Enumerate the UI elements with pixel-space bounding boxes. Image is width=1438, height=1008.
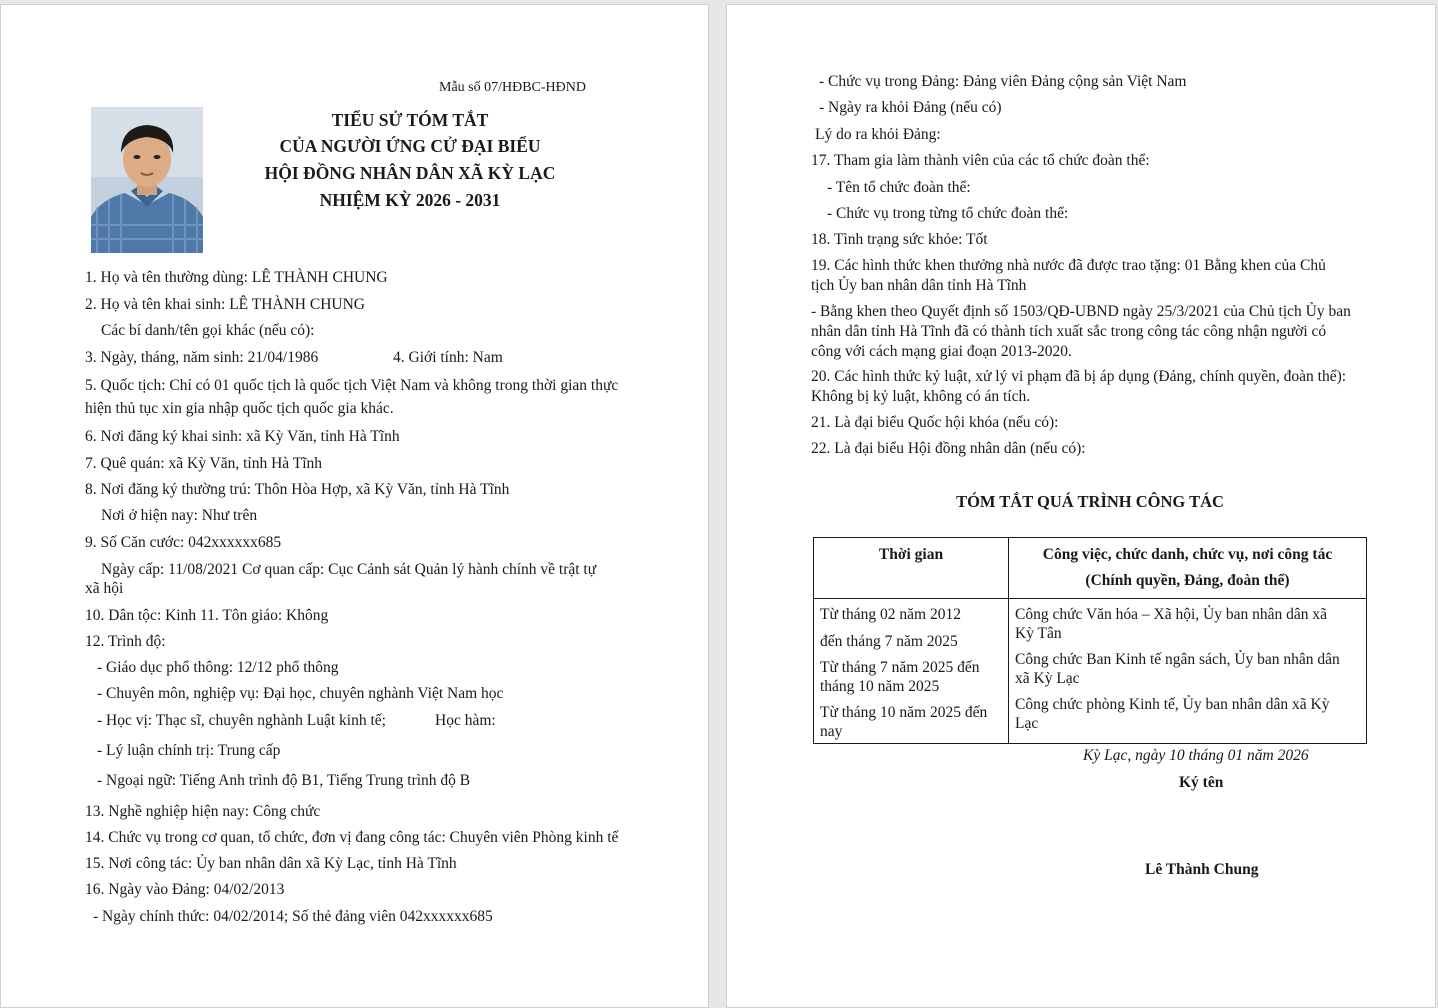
time-line: đến tháng 7 năm 2025 xyxy=(820,633,958,650)
title-line-2: CỦA NGƯỜI ỨNG CỬ ĐẠI BIỂU xyxy=(279,136,541,156)
item-19-award-detail-2: nhân dân tỉnh Hà Tĩnh đã có thành tích xuất sắc trong công tác công nhận người có xyxy=(811,323,1327,340)
signature-label: Ký tên xyxy=(1179,774,1224,791)
job-cell xyxy=(1009,599,1367,744)
item-17-org-name: - Tên tổ chức đoàn thể: xyxy=(827,179,971,196)
item-21-national-assembly: 21. Là đại biểu Quốc hội khóa (nếu có): xyxy=(811,414,1059,431)
party-position: - Chức vụ trong Đảng: Đảng viên Đảng cộng sản Việt Nam xyxy=(819,73,1187,90)
item-20-discipline-line-1: 20. Các hình thức kỷ luật, xử lý vi phạm đã bị áp dụng (Đảng, chính quyền, đoàn thể): xyxy=(811,368,1347,385)
item-5-nationality-line-1: 5. Quốc tịch: Chỉ có 01 quốc tịch là quốc tịch Việt Nam và không trong thời gian thực xyxy=(85,377,619,394)
item-1-common-name: 1. Họ và tên thường dùng: LÊ THÀNH CHUNG xyxy=(85,269,388,286)
item-12-political-theory: - Lý luận chính trị: Trung cấp xyxy=(97,742,281,759)
time-line: Từ tháng 7 năm 2025 đến xyxy=(820,659,980,676)
document-page-2 xyxy=(726,4,1436,1008)
column-header-job xyxy=(1009,538,1367,599)
signer-name: Lê Thành Chung xyxy=(1145,861,1259,878)
table-row xyxy=(814,599,1367,744)
item-12-general-education: - Giáo dục phổ thông: 12/12 phổ thông xyxy=(97,659,339,676)
item-20-discipline-line-2: Không bị kỷ luật, không có án tích. xyxy=(811,388,1031,405)
job-line: Công chức phòng Kinh tế, Ủy ban nhân dân xã Kỳ xyxy=(1015,696,1330,713)
item-19-awards-line-1: 19. Các hình thức khen thưởng nhà nước đã được trao tặng: 01 Bằng khen của Chủ xyxy=(811,257,1326,274)
item-13-occupation: 13. Nghề nghiệp hiện nay: Công chức xyxy=(85,803,321,820)
item-12-academic-title: Học hàm: xyxy=(435,712,496,729)
table-header-row xyxy=(814,538,1367,599)
column-header-job-label: Công việc, chức danh, chức vụ, nơi công tác xyxy=(1042,546,1333,563)
item-17-org-position: - Chức vụ trong từng tổ chức đoàn thể: xyxy=(827,205,1069,222)
item-19-awards-line-2: tịch Ủy ban nhân dân tỉnh Hà Tĩnh xyxy=(811,277,1027,294)
time-line: nay xyxy=(820,723,843,740)
item-5-nationality-line-2: hiện thủ tục xin gia nhập quốc tịch quốc gia khác. xyxy=(85,400,394,417)
item-7-hometown: 7. Quê quán: xã Kỳ Văn, tỉnh Hà Tĩnh xyxy=(85,455,323,472)
time-line: tháng 10 năm 2025 xyxy=(820,678,940,695)
party-leave-date: - Ngày ra khỏi Đảng (nếu có) xyxy=(819,99,1002,116)
column-header-time xyxy=(814,538,1009,599)
item-4-gender: 4. Giới tính: Nam xyxy=(393,349,503,366)
work-history-title: TÓM TẮT QUÁ TRÌNH CÔNG TÁC xyxy=(956,492,1224,511)
time-line: Từ tháng 10 năm 2025 đến xyxy=(820,704,988,721)
work-history-table xyxy=(813,537,1367,744)
item-8-current-residence: Nơi ở hiện nay: Như trên xyxy=(101,507,258,524)
item-22-peoples-council: 22. Là đại biểu Hội đồng nhân dân (nếu có): xyxy=(811,440,1086,457)
time-cell xyxy=(814,599,1009,744)
item-18-health: 18. Tình trạng sức khỏe: Tốt xyxy=(811,231,988,248)
item-6-birth-registration: 6. Nơi đăng ký khai sinh: xã Kỳ Văn, tỉnh Hà Tĩnh xyxy=(85,428,400,445)
job-line: xã Kỳ Lạc xyxy=(1015,670,1080,687)
item-12-specialty: - Chuyên môn, nghiệp vụ: Đại học, chuyên nghành Việt Nam học xyxy=(97,685,504,702)
item-2-birth-name: 2. Họ và tên khai sinh: LÊ THÀNH CHUNG xyxy=(85,296,365,313)
title-line-4: NHIỆM KỲ 2026 - 2031 xyxy=(319,190,501,210)
item-12-foreign-language: - Ngoại ngữ: Tiếng Anh trình độ B1, Tiếng Trung trình độ B xyxy=(97,772,471,789)
item-9-issue-info: Ngày cấp: 11/08/2021 Cơ quan cấp: Cục Cảnh sát Quản lý hành chính về trật tự xyxy=(101,561,597,578)
time-line: Từ tháng 02 năm 2012 xyxy=(820,606,961,623)
job-line: Công chức Ban Kinh tế ngân sách, Ủy ban nhân dân xyxy=(1015,651,1340,668)
job-line: Kỳ Tân xyxy=(1015,625,1062,642)
item-9-id-number: 9. Số Căn cước: 042xxxxxx685 xyxy=(85,534,282,551)
column-header-job-sublabel: (Chính quyền, Đảng, đoàn thể) xyxy=(1085,572,1290,589)
column-header-time-label: Thời gian xyxy=(878,546,944,563)
document-page-1 xyxy=(0,4,709,1008)
item-16-official-date: - Ngày chính thức: 04/02/2014; Số thẻ đảng viên 042xxxxxx685 xyxy=(93,908,493,925)
party-leave-reason: Lý do ra khỏi Đảng: xyxy=(815,126,941,143)
item-14-position: 14. Chức vụ trong cơ quan, tổ chức, đơn vị đang công tác: Chuyên viên Phòng kinh tế xyxy=(85,829,619,846)
portrait-photo-icon xyxy=(91,107,203,253)
title-line-3: HỘI ĐỒNG NHÂN DÂN XÃ KỲ LẠC xyxy=(264,163,556,183)
item-12-degree: - Học vị: Thạc sĩ, chuyên nghành Luật kinh tế; xyxy=(97,712,386,729)
item-8-permanent-residence: 8. Nơi đăng ký thường trú: Thôn Hòa Hợp, xã Kỳ Văn, tỉnh Hà Tĩnh xyxy=(85,481,510,498)
title-line-1: TIỂU SỬ TÓM TẮT xyxy=(331,110,489,130)
item-15-workplace: 15. Nơi công tác: Ủy ban nhân dân xã Kỳ Lạc, tỉnh Hà Tĩnh xyxy=(85,855,457,872)
item-16-party-join-date: 16. Ngày vào Đảng: 04/02/2013 xyxy=(85,881,285,898)
form-number: Mẫu số 07/HĐBC-HĐND xyxy=(439,80,586,95)
item-9-issue-info-cont: xã hội xyxy=(85,580,124,597)
item-3-birth-date: 3. Ngày, tháng, năm sinh: 21/04/1986 xyxy=(85,349,319,366)
item-19-award-detail-3: công với cách mạng giai đoạn 2013-2020. xyxy=(811,343,1072,360)
job-line: Công chức Văn hóa – Xã hội, Ủy ban nhân dân xã xyxy=(1015,606,1328,623)
item-2-aliases: Các bí danh/tên gọi khác (nếu có): xyxy=(101,322,315,339)
job-line: Lạc xyxy=(1015,715,1039,732)
date-and-place: Kỳ Lạc, ngày 10 tháng 01 năm 2026 xyxy=(1083,747,1309,764)
item-10-11-ethnicity-religion: 10. Dân tộc: Kinh 11. Tôn giáo: Không xyxy=(85,607,329,624)
item-17-organizations: 17. Tham gia làm thành viên của các tổ chức đoàn thể: xyxy=(811,152,1150,169)
item-12-education: 12. Trình độ: xyxy=(85,633,166,650)
item-19-award-detail-1: - Bằng khen theo Quyết định số 1503/QĐ-UBND ngày 25/3/2021 của Chủ tịch Ủy ban xyxy=(811,303,1351,320)
